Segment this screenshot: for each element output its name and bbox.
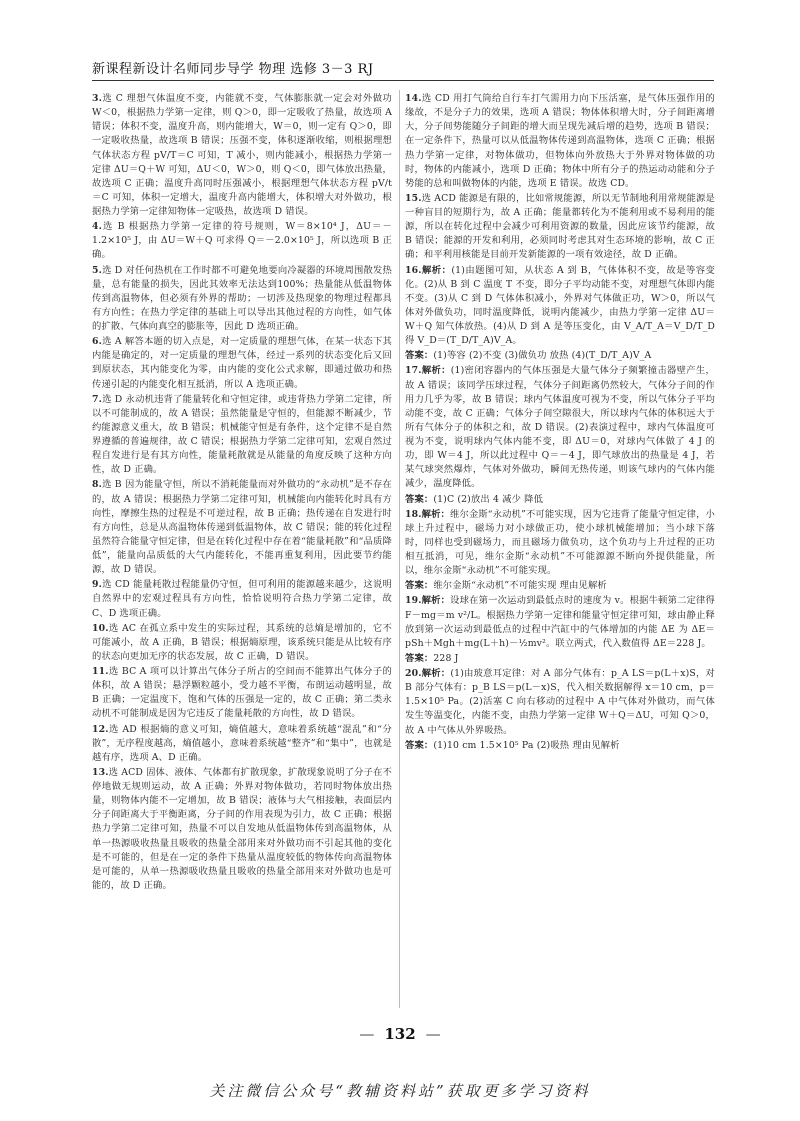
item-text: (1)密闭容器内的气体压强是大量气体分子频繁撞击器壁产生，故 A 错误；该同学压球过程，气体分子间距离仍然较大，气体分子间的作用力几乎为零，故 B 错误；球内气体温度可视为不变，所以气体分子平均动能不变，故 C 正确；气体分子间空隙很大，所以球内气体的体积远大于所有气体分子的体积之和，故 D 错误。(2)表演过程中，球内气体温度可视为不变，说明球内气体内能不变，即 ΔU＝0，对球内气体做了 4 J 的功，即 W＝4 J，所以此过程中 Q＝－4 J，即气球放出的热量是 4 J，若某气球突然爆炸，气体对外做功，瞬间无热传递，则该气球内的气体内能减少，温度降低。 [405, 365, 715, 490]
item-text: 选 AC 在孤立系中发生的实际过程，其系统的总熵是增加的，它不可能减小，故 A 正确，B 错误；根据熵原理，该系统只能是从比较有序的状态向更加无序的状态发展，故 C 正确，D 错误。 [92, 622, 392, 662]
item-text: 选 CD 能量耗散过程能量仍守恒，但可利用的能源越来越少，这说明自然界中的宏观过程具有方向性，恰恰说明符合热力学第二定律，故 C、D 选项正确。 [92, 579, 392, 619]
item-number: 17. [405, 365, 422, 377]
item-text: 选 AD 根据熵的意义可知，熵值越大，意味着系统越“混乱”和“分散”，无序程度越高，熵值越小，意味着系统越“整齐”和“集中”，也就是越有序，选项 A、D 正确。 [92, 723, 392, 763]
item-number: 12. [92, 723, 109, 735]
answer-item [405, 508, 715, 579]
item-text: 选 C 理想气体温度不变，内能就不变，气体膨胀就一定会对外做功 W＜0，根据热力学第一定律，则 Q＞0，即一定吸收了热量，故选项 A 错误；体积不变，温度升高，则内能增大，W＝0，则一定有 Q＞0，即一定吸收热量，故选项 B 错误；压强不变，体积逐渐收缩，则根据理想气体状态方程 pV/T＝C 可知，T 减小，则内能减小，根据热力学第一定律 ΔU＝Q＋W 可知，ΔU＜0，W＞0，则 Q＜0，即气体放出热量，故选项 C 正确；温度升高同时压强减小，根据理想气体状态方程 pV/t＝C 可知，体积一定增大，温度升高内能增大，体积增大对外做功，根据热力学第一定律知物体一定吸热，故选项 D 错误。 [92, 93, 392, 217]
item-number: 7. [92, 393, 103, 405]
item-text: 选 ACD 固体、液体、气体都有扩散现象，扩散现象说明了分子在不停地做无规则运动，故 A 正确；外界对物体做功，若同时物体放出热量，则物体内能不一定增加，故 B 错误；液体与大气相接触，表面层内分子间距离大于平衡距离，分子间的作用表现为引力，故 C 正确；根据热力学第二定律可知，热量不可以自发地从低温物体传到高温物体，从单一热源吸收热量且吸收的热量全部用来对外做功而不引起其他的变化是不可能的，但是在一定的条件下热量从温度较低的物体传向高温物体是可能的，从单一热源吸收热量且吸收的热量全部用来对外做功也是可能的，故 D 正确。 [92, 766, 392, 891]
page-number-dash-left: — [359, 1025, 375, 1043]
answer-item [405, 594, 715, 651]
item-number: 6. [92, 336, 103, 348]
item-number: 4. [92, 221, 103, 233]
answer-item [92, 766, 392, 893]
analysis-label: 解析： [421, 365, 451, 377]
answer-line [405, 493, 715, 507]
header-rule [92, 80, 714, 81]
answer-line [405, 739, 715, 753]
answer-line [405, 349, 715, 363]
answer-label: 答案： [405, 652, 434, 664]
item-number: 20. [405, 668, 422, 679]
answer-item [92, 622, 392, 664]
answer-item [405, 364, 715, 491]
answer-value: 228 J [433, 652, 459, 664]
left-column [92, 92, 392, 894]
item-text: 维尔金斯“永动机”不可能实现，因为它违背了能量守恒定律，小球上升过程中，磁场力对小球做正功，使小球机械能增加；当小球下落时，同样也受到磁场力，而且磁场力做负功，这个负功与上升过程的正功相互抵消，可见，维尔金斯“永动机”不可能源源不断向外提供能量，所以，维尔金斯“永动机”不可能实现。 [405, 508, 716, 577]
item-number: 18. [405, 508, 422, 520]
item-text: 设球在第一次运动到最低点时的速度为 v。根据牛顿第二定律得 F－mg＝m v²/L。根据热力学第一定律和能量守恒定律可知，球由静止释放到第一次运动到最低点的过程中汽缸中的气体增加的内能 ΔE 为 ΔE＝pSh＋Mgh＋mg(L＋h)－½mv²。联立两式，代入数值得 ΔE＝228 J。 [405, 595, 716, 649]
item-text: 选 D 永动机违背了能量转化和守恒定律，或违背热力学第二定律，所以不可能制成的，故 A 错误；虽然能量是守恒的，但能源不断减少，节约能源意义重大，故 B 错误；机械能守恒是有条件，这个定律不是自然界遵循的普遍规律，故 C 错误；根据热力学第二定律可知，宏观自然过程自发进行是有其方向性，能量耗散就是从能量的角度反映了这种方向性，故 D 正确。 [92, 393, 392, 476]
answer-line [405, 579, 715, 593]
item-number: 16. [405, 264, 422, 276]
running-header: 新课程新设计名师同步导学 物理 选修 3－3 RJ [92, 62, 374, 77]
item-text: 选 BC A 项可以计算出气体分子所占的空间而不能算出气体分子的体积，故 A 错误；悬浮颗粒越小，受力越不平衡，布朗运动越明显，故 B 正确；一定温度下，饱和气体的压强是一定的，故 C 正确；第二类永动机不可能制成是因为它违反了能量耗散的方向性，故 D 错误。 [92, 666, 392, 720]
item-text: 选 CD 用打气筒给自行车打气需用力向下压活塞，是气体压强作用的缘故，不是分子力的效果，选项 A 错误；物体体积增大时，分子间距离增大，分子间势能随分子间距的增大而呈现先减后增的趋势，选项 B 错误；在一定条件下，热量可以从低温物体传递到高温物体，选项 C 正确；根据热力学第一定律，对物体做功，但物体向外放热大于外界对物体做的功时，物体的内能减小，选项 D 正确；物体中所有分子的热运动动能和分子势能的总和叫做物体的内能，选项 E 错误。故选 CD。 [405, 93, 715, 189]
analysis-label: 解析： [421, 264, 452, 276]
item-number: 5. [92, 264, 103, 276]
answer-item [92, 723, 392, 765]
item-text: (1)由题图可知，从状态 A 到 B，气体体积不变，故是等容变化。(2)从 B 到 C 温度 T 不变，即分子平均动能不变，对理想气体即内能不变。(3)从 C 到 D 气体体积减小，外界对气体做正功，W＞0，所以气体对外做负功，同时温度降低，说明内能减少，由热力学第一定律 ΔU＝W＋Q 知气体放热。(4)从 D 到 A 是等压变化，由 V_A/T_A＝V_D/T_D 得 V_D＝(T_D/T_A)V_A。 [405, 264, 716, 347]
answer-item [92, 578, 392, 620]
analysis-label: 解析： [421, 508, 450, 520]
answer-item [405, 264, 715, 349]
item-text: 选 ACD 能源是有限的，比如常规能源，所以无节制地利用常规能源是一种盲目的短期行为，故 A 正确；能量都转化为不能利用或不易利用的能源，所以在转化过程中会减少可利用资源的数量，因此应该节约能源，故 B 错误；能源的开发和利用，必须同时考虑其对生态环境的影响，故 C 正确；和平利用核能是目前开发新能源的一项有效途径，故 D 正确。 [405, 192, 715, 261]
item-text: 选 B 因为能量守恒，所以不消耗能量而对外做功的“永动机”是不存在的，故 A 错误；根据热力学第二定律可知，机械能向内能转化时具有方向性，摩擦生热的过程是不可逆过程，故 B 正确；热传递在自发进行时有方向性，总是从高温物体传递到低温物体，故 C 错误；能的转化过程虽然符合能量守恒定律，但是在转化过程中存在着“能量耗散”和“品质降低”，能量向品质低的大气内能转化，不能再重复利用，因此要节约能源，故 D 错误。 [92, 479, 392, 576]
item-number: 13. [92, 766, 109, 778]
analysis-label: 解析： [421, 595, 451, 607]
answer-value: (1)等容 (2)不变 (3)做负功 放热 (4)(T_D/T_A)V_A [433, 350, 652, 362]
answer-line [405, 652, 715, 666]
item-number: 3. [92, 93, 103, 104]
footer-note: 关注微信公众号“教辅资料站”获取更多学习资料 [209, 1082, 591, 1100]
answer-item [92, 665, 392, 722]
page-number-value: 132 [384, 1025, 416, 1043]
answer-item [92, 220, 392, 262]
item-number: 10. [92, 622, 109, 634]
answer-value: (1)10 cm 1.5×10⁵ Pa (2)吸热 理由见解析 [433, 739, 620, 751]
answer-item [92, 335, 392, 392]
item-number: 9. [92, 579, 103, 591]
answer-value: 维尔金斯“永动机”不可能实现 理由见解析 [433, 580, 607, 592]
answer-item [92, 478, 392, 577]
right-column [405, 92, 715, 754]
item-text: (1)由玻意耳定律：对 A 部分气体有：p_A LS＝p(L＋x)S，对 B 部分气体有：p_B LS＝p(L－x)S，代入相关数据解得 x＝10 cm，p＝1.5×10⁵ Pa。(2)活塞 C 向右移动的过程中 A 中气体对外做功，而气体发生等温变化，内能不变，由热力学第一定律 W＋Q＝ΔU，可知 Q＞0，故 A 中气体从外界吸热。 [405, 668, 716, 736]
column-divider [399, 90, 400, 1008]
answer-label: 答案： [405, 350, 434, 362]
item-number: 14. [405, 93, 422, 104]
analysis-label: 解析： [421, 668, 451, 679]
item-number: 8. [92, 479, 103, 491]
page-number [0, 1025, 800, 1043]
page-number-dash-right: — [425, 1025, 441, 1043]
answer-value: (1)C (2)放出 4 减少 降低 [433, 493, 544, 505]
item-text: 选 B 根据热力学第一定律的符号规则，W＝8×10⁴ J，ΔU＝－1.2×10⁵ J，由 ΔU＝W＋Q 可求得 Q＝－2.0×10⁵ J，所以选项 B 正确。 [92, 221, 392, 261]
answer-label: 答案： [405, 739, 434, 751]
answer-label: 答案： [405, 493, 434, 505]
answer-item [405, 667, 715, 738]
answer-item [92, 92, 392, 219]
answer-label: 答案： [405, 580, 434, 592]
item-number: 15. [405, 192, 422, 204]
answer-item [92, 393, 392, 478]
item-number: 19. [405, 595, 422, 607]
answer-item [405, 192, 715, 263]
answer-item [405, 92, 715, 191]
item-text: 选 D 对任何热机在工作时都不可避免地要向冷凝器的环境周围散发热量，总有能量的损失，因此其效率无法达到100%；热量能从低温物体传到高温物体，但必须有外界的帮助；一切涉及热现象的物理过程都具有方向性；在热力学定律的基础上可以导出其他过程的方向性，如气体的扩散、气体向真空的膨胀等，因此 D 选项正确。 [92, 264, 392, 332]
answer-item [92, 264, 392, 335]
item-text: 选 A 解答本题的切入点是，对一定质量的理想气体，在某一状态下其内能是确定的，对一定质量的理想气体，经过一系列的状态变化后又回到原状态，其内能变化为零，由内能的变化公式求解，即通过做功和热传递引起的内能变化相互抵消，所以 A 选项正确。 [92, 336, 392, 390]
item-number: 11. [92, 666, 109, 677]
